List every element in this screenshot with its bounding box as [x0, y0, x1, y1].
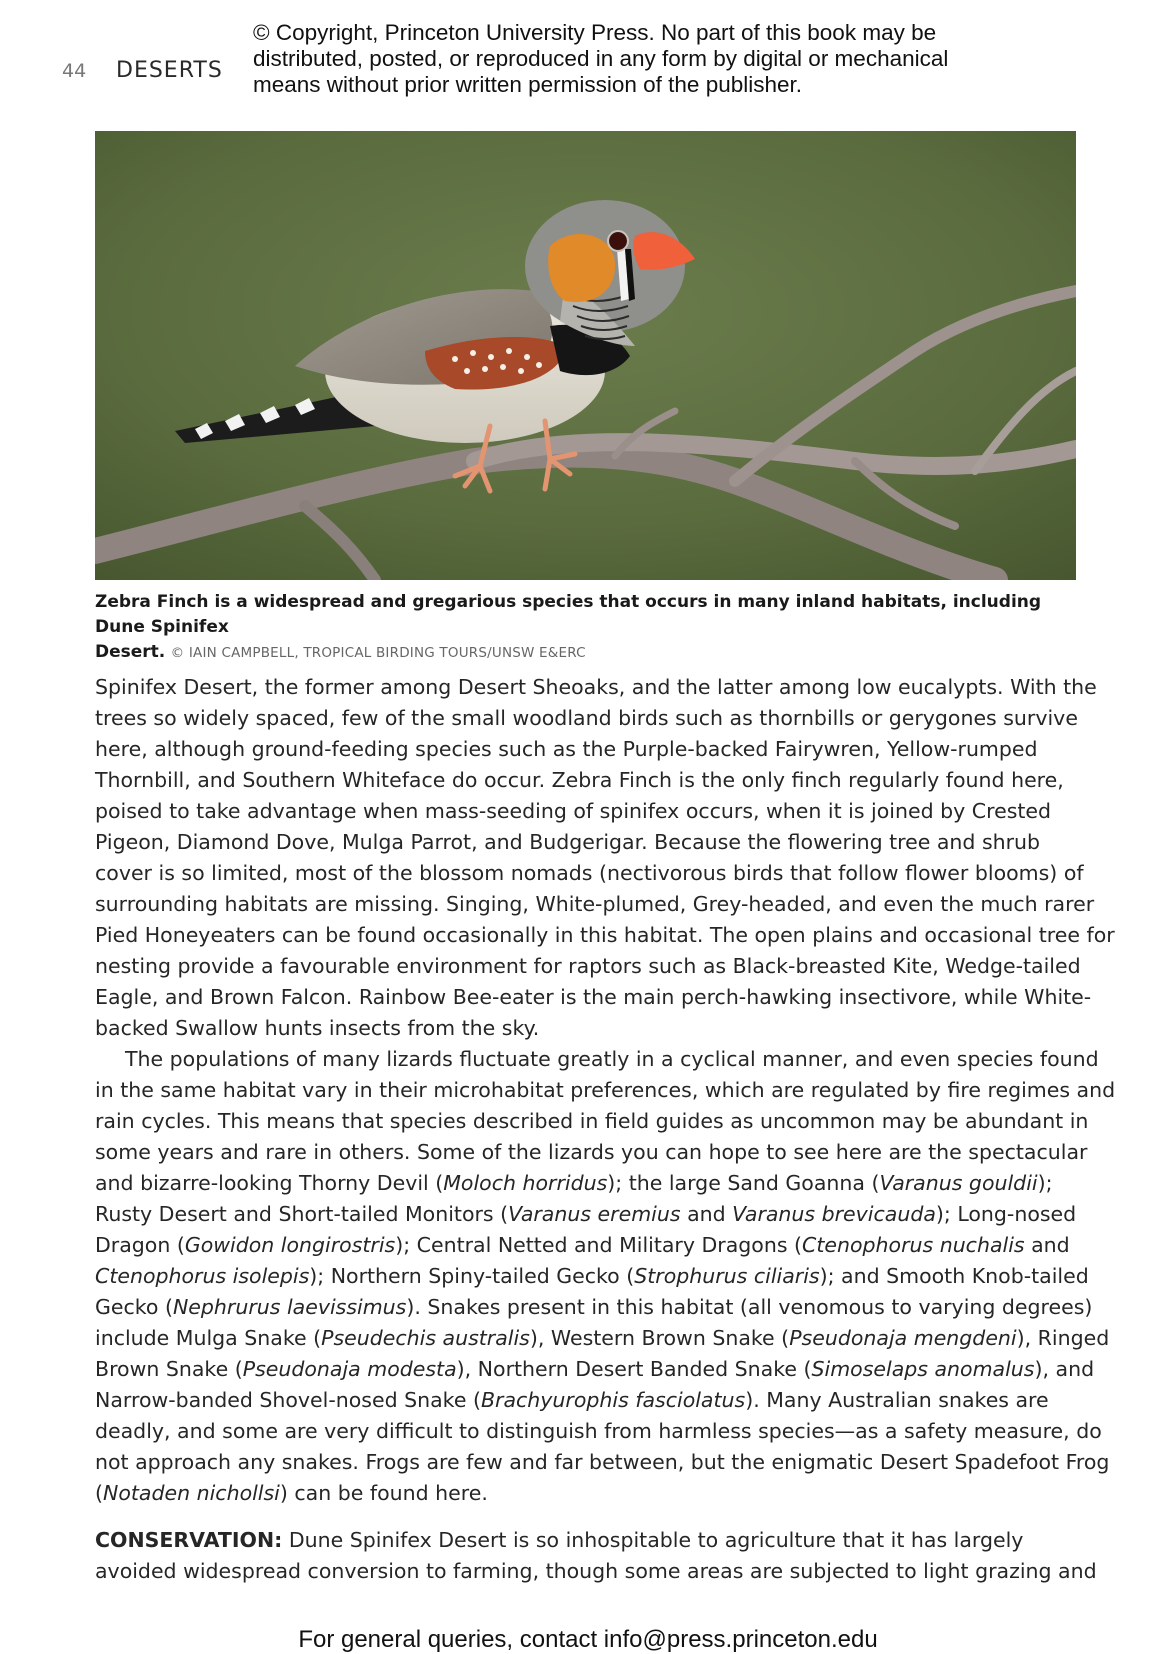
- text-run: ) can be found here.: [279, 1481, 488, 1505]
- copyright-line: distributed, posted, or reproduced in any form by digital or mechanical: [253, 46, 949, 71]
- text-run: and: [680, 1202, 733, 1226]
- text-run: in the same habitat vary in their microhabitat preferences, which are regulated by fire regimes and: [95, 1078, 1116, 1102]
- species-name: Pseudonaja modesta: [242, 1357, 457, 1381]
- species-name: Brachyurophis fasciolatus: [480, 1388, 746, 1412]
- caption-bold-text: Desert.: [95, 642, 166, 662]
- text-line: [95, 1199, 1085, 1230]
- text-line: [95, 1137, 1088, 1168]
- paragraph-gap: [95, 1509, 1085, 1525]
- body-text: [95, 672, 1116, 1587]
- text-run: poised to take advantage when mass-seeding of spinifex occurs, when it is joined by Crested: [95, 799, 1052, 823]
- text-line: [95, 889, 1095, 920]
- text-line: [95, 765, 1085, 796]
- conservation-line: avoided widespread conversion to farming, though some areas are subjected to light grazing and: [95, 1559, 1097, 1583]
- paragraph: [95, 1044, 1116, 1509]
- text-run: );: [1037, 1171, 1053, 1195]
- copyright-line: means without prior written permission of the publisher.: [253, 72, 803, 97]
- species-name: Notaden nichollsi: [103, 1481, 280, 1505]
- text-run: some years and rare in others. Some of the lizards you can hope to see here are the spectacular: [95, 1140, 1088, 1164]
- species-name: Varanus gouldii: [879, 1171, 1038, 1195]
- text-line: [95, 1292, 1093, 1323]
- text-line: [95, 1075, 1116, 1106]
- text-line: [95, 1354, 1095, 1385]
- text-run: Thornbill, and Southern Whiteface do occur. Zebra Finch is the only finch regularly found here,: [95, 768, 1064, 792]
- text-line: [95, 1385, 1085, 1416]
- species-name: Varanus eremius: [508, 1202, 681, 1226]
- text-run: here, although ground-feeding species such as the Purple-backed Fairywren, Yellow-rumped: [95, 737, 1038, 761]
- text-run: ); Central Netted and Military Dragons (: [395, 1233, 803, 1257]
- species-name: Pseudonaja mengdeni: [789, 1326, 1017, 1350]
- text-line: [95, 703, 1085, 734]
- text-run: surrounding habitats are missing. Singing, White-plumed, Grey-headed, and even the much rarer: [95, 892, 1095, 916]
- text-run: Spinifex Desert, the former among Desert Sheoaks, and the latter among low eucalypts. With the: [95, 675, 1097, 699]
- conservation-line: [95, 1525, 1085, 1556]
- species-name: Varanus brevicauda: [732, 1202, 936, 1226]
- text-run: ), and: [1034, 1357, 1095, 1381]
- text-line: [95, 1447, 1110, 1478]
- text-run: ); Northern Spiny-tailed Gecko (: [309, 1264, 635, 1288]
- text-run: Pigeon, Diamond Dove, Mulga Parrot, and Budgerigar. Because the flowering tree and shrub: [95, 830, 1041, 854]
- conservation-text: Dune Spinifex Desert is so inhospitable to agriculture that it has largely: [282, 1528, 1024, 1552]
- copyright-line: © Copyright, Princeton University Press. No part of this book may be: [253, 20, 937, 45]
- text-line: [95, 1478, 1085, 1509]
- text-run: trees so widely spaced, few of the small woodland birds such as thornbills or gerygones survive: [95, 706, 1078, 730]
- species-name: Nephrurus laevissimus: [172, 1295, 407, 1319]
- text-line: [95, 734, 1085, 765]
- text-line: [95, 1044, 1099, 1075]
- running-head: DESERTS: [116, 58, 223, 83]
- caption-bold-text: Zebra Finch is a widespread and gregarious species that occurs in many inland habitats, including Dune Spinifex: [95, 592, 1042, 637]
- photo-credit: © IAIN CAMPBELL, TROPICAL BIRDING TOURS/UNSW E&ERC: [170, 645, 586, 661]
- species-name: Ctenophorus isolepis: [95, 1264, 310, 1288]
- paragraph: [95, 672, 1115, 1044]
- species-name: Pseudechis australis: [321, 1326, 530, 1350]
- text-line: [95, 920, 1115, 951]
- text-run: Rusty Desert and Short-tailed Monitors (: [95, 1202, 509, 1226]
- text-run: ); the large Sand Goanna (: [607, 1171, 880, 1195]
- text-run: ), Northern Desert Banded Snake (: [456, 1357, 812, 1381]
- text-line: [95, 1261, 1089, 1292]
- text-run: ), Western Brown Snake (: [529, 1326, 790, 1350]
- species-name: Moloch horridus: [443, 1171, 608, 1195]
- footer-contact: For general queries, contact info@press.princeton.edu: [298, 1626, 878, 1653]
- text-run: Pied Honeyeaters can be found occasionally in this habitat. The open plains and occasional tree for: [95, 923, 1115, 947]
- text-line: [95, 827, 1085, 858]
- text-line: [95, 1106, 1089, 1137]
- text-run: ). Many Australian snakes are: [745, 1388, 1049, 1412]
- text-line: [95, 1323, 1110, 1354]
- text-run: ); and Smooth Knob-tailed: [819, 1264, 1089, 1288]
- copyright-notice: [253, 20, 993, 98]
- text-line: [95, 1013, 1085, 1044]
- text-line: [95, 796, 1085, 827]
- text-run: ). Snakes present in this habitat (all venomous to varying degrees): [406, 1295, 1093, 1319]
- text-run: ); Long-nosed: [935, 1202, 1077, 1226]
- text-run: Brown Snake (: [95, 1357, 243, 1381]
- text-line: [95, 858, 1085, 889]
- species-name: Gowidon longirostris: [184, 1233, 396, 1257]
- text-run: not approach any snakes. Frogs are few and far between, but the enigmatic Desert Spadefoot Frog: [95, 1450, 1110, 1474]
- text-line: [95, 1230, 1085, 1261]
- text-run: Eagle, and Brown Falcon. Rainbow Bee-eater is the main perch-hawking insectivore, while White-: [95, 985, 1092, 1009]
- text-run: Dragon (: [95, 1233, 185, 1257]
- species-name: Strophurus ciliaris: [634, 1264, 820, 1288]
- text-run: ), Ringed: [1016, 1326, 1110, 1350]
- species-name: Ctenophorus nuchalis: [802, 1233, 1025, 1257]
- text-run: deadly, and some are very difficult to distinguish from harmless species—as a safety measure, do: [95, 1419, 1102, 1443]
- text-line: [95, 982, 1092, 1013]
- text-run: Narrow-banded Shovel-nosed Snake (: [95, 1388, 481, 1412]
- text-run: Gecko (: [95, 1295, 173, 1319]
- text-line: [95, 1168, 1085, 1199]
- conservation-label: CONSERVATION:: [95, 1528, 283, 1552]
- figure-caption: [95, 590, 1085, 666]
- species-name: Simoselaps anomalus: [811, 1357, 1035, 1381]
- zebra-finch-photo: [95, 131, 1076, 580]
- text-line: [95, 951, 1085, 982]
- text-run: backed Swallow hunts insects from the sky.: [95, 1016, 540, 1040]
- text-run: cover is so limited, most of the blossom nomads (nectivorous birds that follow flower blooms) of: [95, 861, 1084, 885]
- text-run: rain cycles. This means that species described in field guides as uncommon may be abundant in: [95, 1109, 1089, 1133]
- text-run: and bizarre-looking Thorny Devil (: [95, 1171, 444, 1195]
- text-line: [95, 672, 1097, 703]
- text-run: nesting provide a favourable environment for raptors such as Black-breasted Kite, Wedge-tailed: [95, 954, 1081, 978]
- text-run: and: [1024, 1233, 1070, 1257]
- text-run: The populations of many lizards fluctuate greatly in a cyclical manner, and even species found: [125, 1047, 1099, 1071]
- text-line: [95, 1416, 1102, 1447]
- text-run: include Mulga Snake (: [95, 1326, 322, 1350]
- text-run: (: [95, 1481, 103, 1505]
- page-number: 44: [62, 60, 87, 82]
